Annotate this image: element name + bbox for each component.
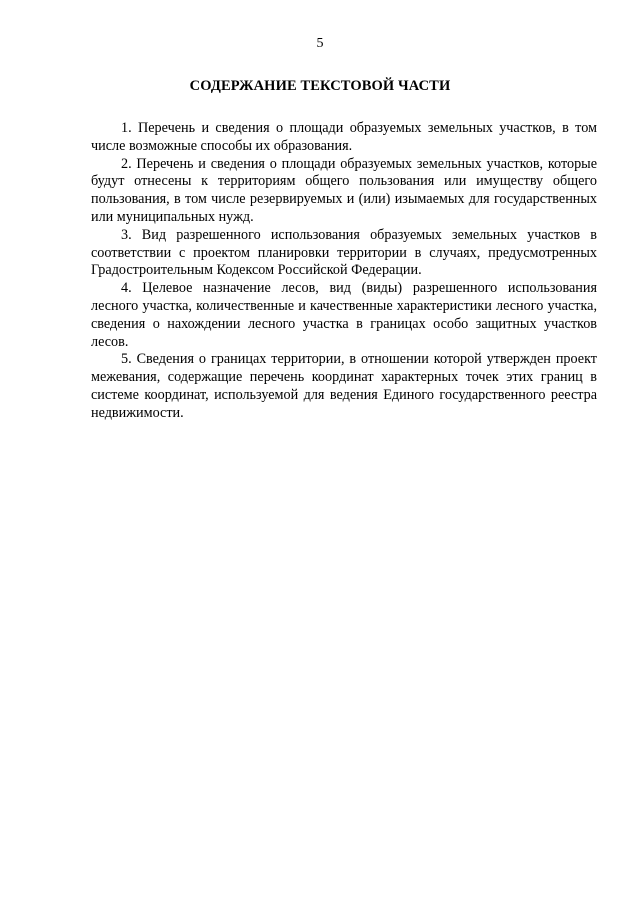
contents-item-3: 3. Вид разрешенного использования образуемых земельных участков в соответствии с проектом планировки территории в случаях, предусмотренных Градостроительным Кодексом Российской Федерации. (91, 226, 597, 279)
contents-item-4: 4. Целевое назначение лесов, вид (виды) разрешенного использования лесного участка, количественные и качественные характеристики лесного участка, сведения о нахождении лесного участка в границах особо защитных участков лесов. (91, 280, 597, 350)
contents-list (91, 120, 597, 423)
contents-item-1: 1. Перечень и сведения о площади образуемых земельных участков, в том числе возможные способы их образования. (91, 120, 597, 154)
contents-item-5: 5. Сведения о границах территории, в отношении которой утвержден проект межевания, содержащие перечень координат характерных точек этих границ в системе координат, используемой для ведения Единого государственного реестра недвижимости. (91, 351, 597, 421)
page-number: 5 (316, 36, 324, 51)
contents-item-2: 2. Перечень и сведения о площади образуемых земельных участков, которые будут отнесены к территориям общего пользования или имуществу общего пользования, в том числе резервируемых и (или) изымаемых для государственных или муниципальных нужд. (91, 155, 597, 225)
document-title: СОДЕРЖАНИЕ ТЕКСТОВОЙ ЧАСТИ (189, 78, 451, 94)
